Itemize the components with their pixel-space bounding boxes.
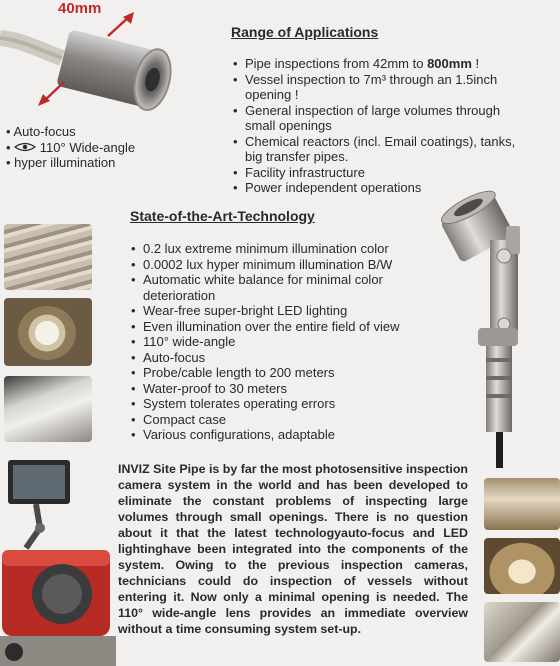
inspection-photo-pipe	[4, 224, 92, 290]
feature-wide-angle: 110° Wide-angle	[39, 139, 136, 155]
case-photo	[0, 456, 116, 666]
list-item: • Facility infrastructure	[233, 165, 533, 181]
feature-illumination: hyper illumination	[14, 155, 116, 170]
inspection-photo-lens	[4, 298, 92, 366]
list-item: • System tolerates operating errors	[131, 396, 421, 412]
list-item: • 0.2 lux extreme minimum illumination color	[131, 241, 421, 257]
range-heading: Range of Applications	[231, 24, 379, 40]
arrow-icon	[104, 10, 138, 40]
list-item: • Compact case	[131, 412, 421, 428]
inspection-photo-right-2	[484, 538, 560, 594]
probe-size-label: 40mm	[58, 0, 102, 17]
list-item: • 0.0002 lux hyper minimum illumination B/W	[131, 257, 421, 273]
list-item: • Even illumination over the entire field of view	[131, 319, 421, 335]
list-item: • Vessel inspection to 7m³ through an 1.5inch opening !	[233, 72, 533, 103]
arrow-icon	[36, 80, 68, 108]
list-item: • Power independent operations	[233, 180, 533, 196]
mount-photo	[424, 188, 554, 468]
list-item: • Pipe inspections from 42mm to 800mm !	[233, 56, 533, 72]
list-item: • Probe/cable length to 200 meters	[131, 365, 421, 381]
eye-icon	[14, 142, 36, 152]
list-item: • Various configurations, adaptable	[131, 427, 421, 443]
tech-list	[131, 241, 421, 443]
list-item: • Wear-free super-bright LED lighting	[131, 303, 421, 319]
feature-autofocus: Auto-focus	[13, 124, 76, 139]
list-item: • Water-proof to 30 meters	[131, 381, 421, 397]
body-paragraph: INVIZ Site Pipe is by far the most photosensitive inspection camera system in the world and has been developed to eliminate the constant problems of inspecting large volumes through small openings. There is no question about it that the latest technologyauto-focus and LED lightinghave been integrated into the components of the system. Owing to the previous inspection cameras, technicians could do inspection of vessels without entering it. Now only a minimal opening is needed. The 110° wide-angle lens provides an immediate overview without a time consuming system set-up.	[118, 462, 468, 636]
range-list	[233, 56, 533, 196]
list-item: • Auto-focus	[131, 350, 421, 366]
list-item: • Chemical reactors (incl. Email coatings), tanks, big transfer pipes.	[233, 134, 533, 165]
list-item: • 110° wide-angle	[131, 334, 421, 350]
list-item: • General inspection of large volumes through small openings	[233, 103, 533, 134]
probe-features: • Auto-focus • 110° Wide-angle • hyper illumination	[6, 124, 136, 170]
camera-probe-photo	[0, 0, 200, 125]
inspection-photo-right-1	[484, 478, 560, 530]
inspection-photo-right-3	[484, 602, 560, 662]
list-item: • Automatic white balance for minimal color deterioration	[131, 272, 421, 303]
inspection-photo-vessel	[4, 376, 92, 442]
tech-heading: State-of-the-Art-Technology	[130, 208, 315, 224]
